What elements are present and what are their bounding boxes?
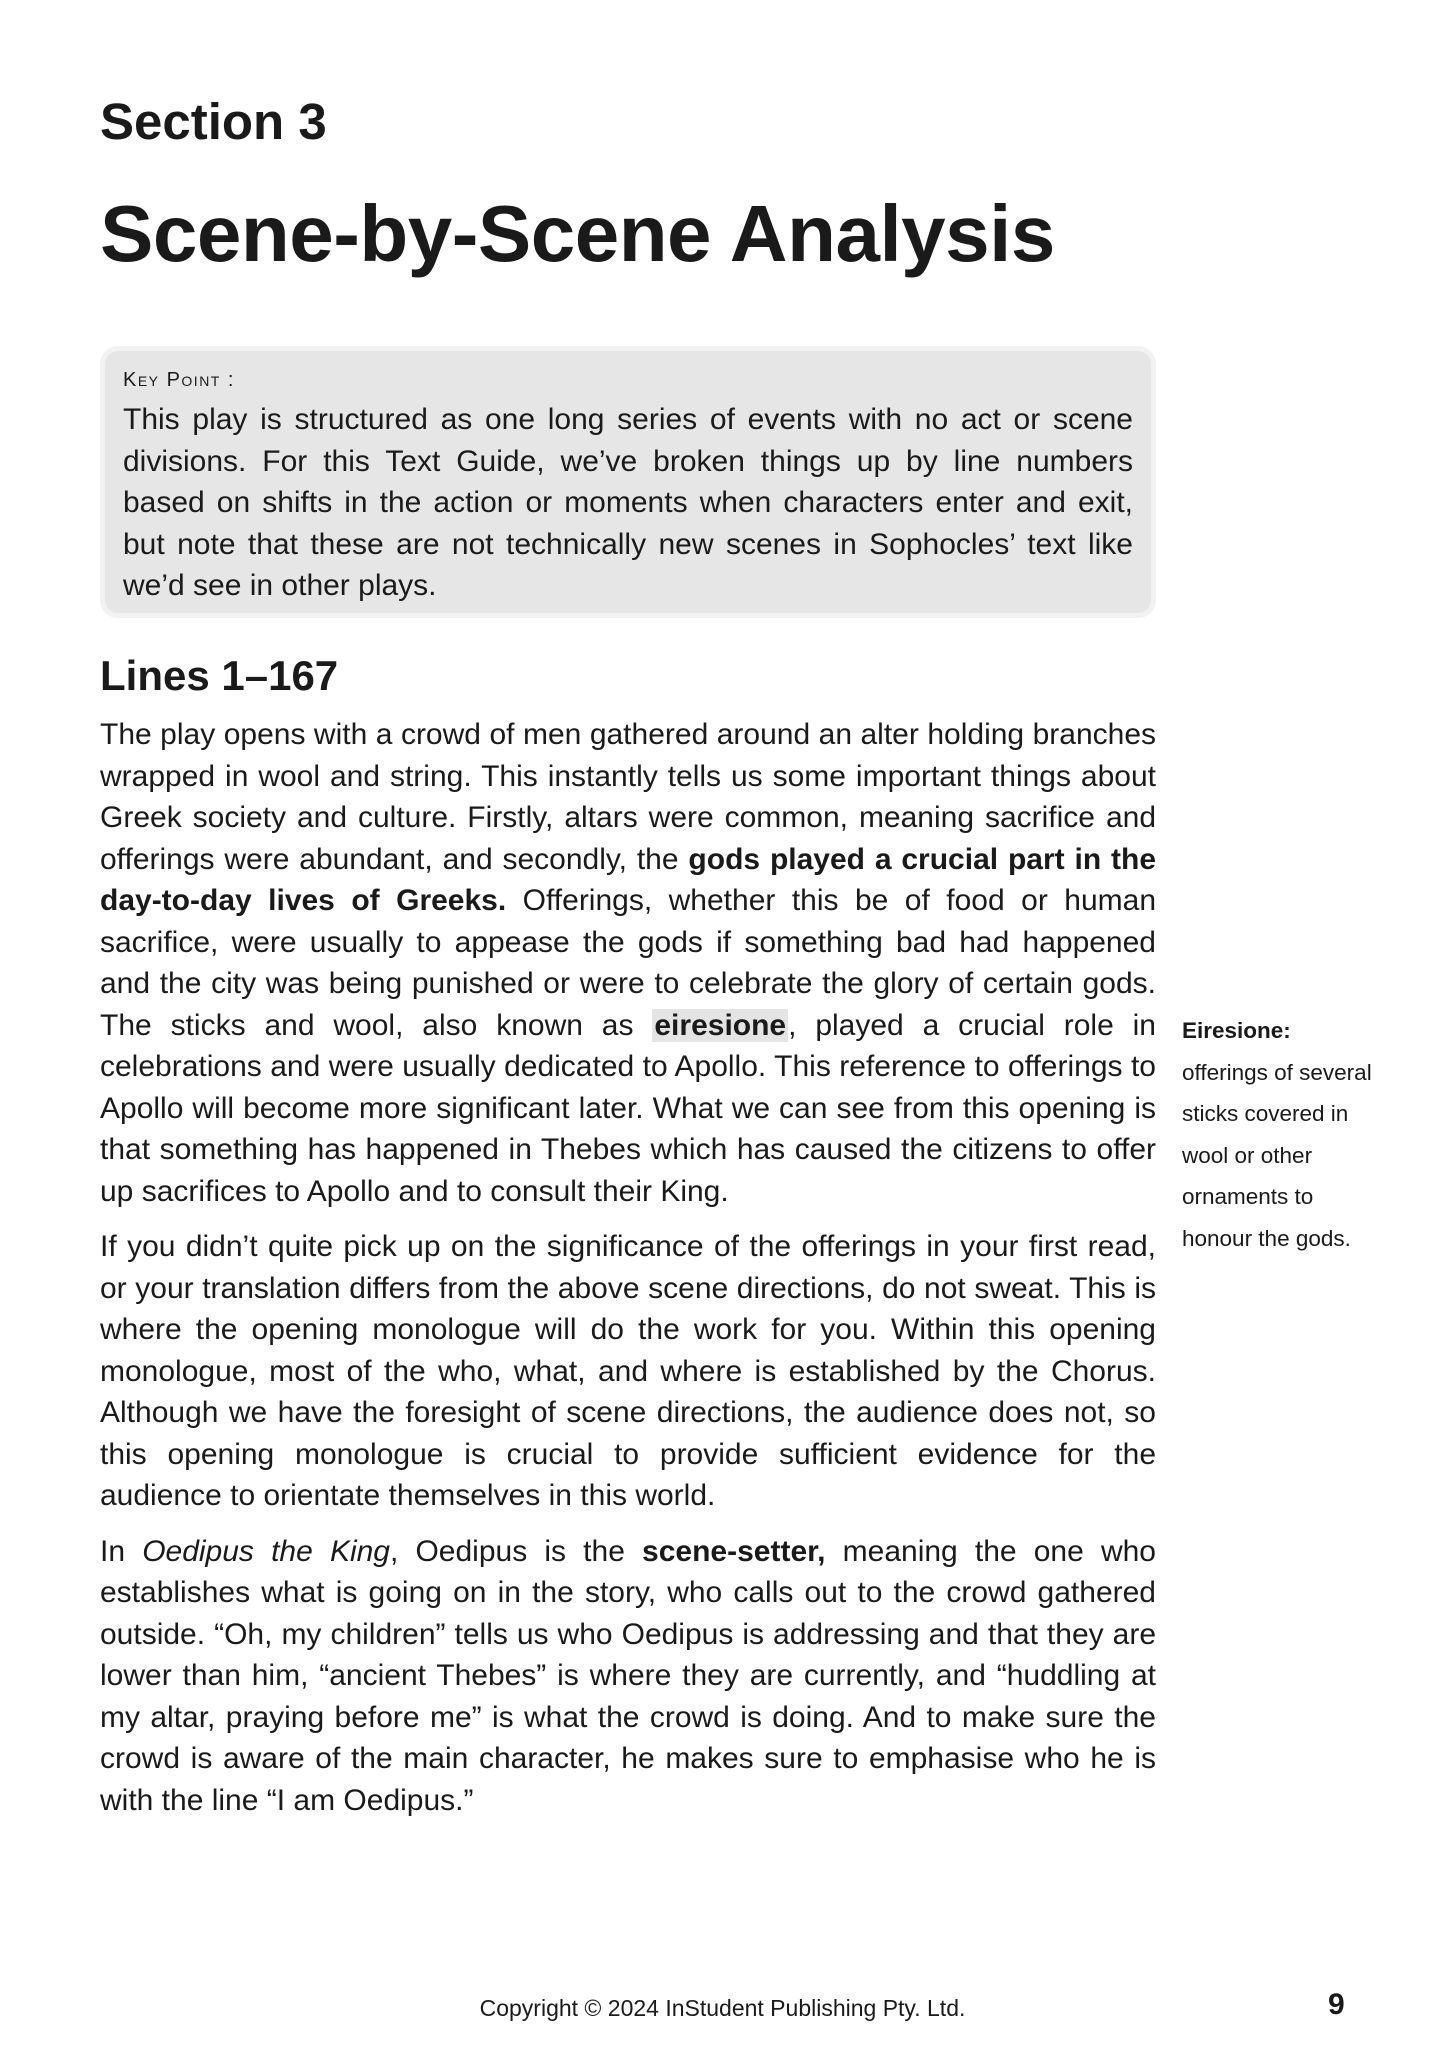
body-text bbox=[100, 714, 1156, 1835]
paragraph-1-emphasis: gods played a crucial part in the day-to-day lives of Greeks. bbox=[100, 842, 1156, 917]
sidenote-term: Eiresione: bbox=[1182, 1018, 1291, 1043]
paragraph-2: If you didn’t quite pick up on the significance of the offerings in your first read, or your translation differs from the above scene directions, do not sweat. This is where the opening monologue will do the work for you. Within this opening monologue, most of the who, what, and where is established by the Chorus. Although we have the foresight of scene directions, the audience does not, so this opening monologue is crucial to provide sufficient evidence for the audience to orientate themselves in this world. bbox=[100, 1230, 1156, 1512]
glossary-sidenote bbox=[1182, 1010, 1377, 1259]
paragraph-3-text-b: , Oedipus is the bbox=[389, 1534, 643, 1568]
section-heading: Lines 1–167 bbox=[100, 652, 339, 699]
sidenote-definition: offerings of several sticks covered in wool or other ornaments to honour the gods. bbox=[1182, 1059, 1372, 1251]
paragraph-1 bbox=[100, 714, 1156, 1212]
glossary-term-highlight: eiresione bbox=[654, 1008, 787, 1042]
paragraph-3 bbox=[100, 1531, 1156, 1822]
key-point-box bbox=[100, 346, 1156, 618]
paragraph-1-text-c: , played a crucial role in celebrations and were usually dedicated to Apollo. This reference to offerings to Apollo will become more significant later. What we can see from this opening is that something has happened in Thebes which has caused the citizens to offer up sacrifices to Apollo and to consult their King. bbox=[100, 1008, 1156, 1208]
section-label: Section 3 bbox=[100, 93, 327, 150]
paragraph-1-text-a: The play opens with a crowd of men gathered around an alter holding branches wrapped in wool and string. This instantly tells us some important things about Greek society and culture. Firstly, altars were common, meaning sacrifice and offerings were abundant, and secondly, the bbox=[100, 718, 1156, 876]
paragraph-3-emphasis: scene-setter, bbox=[642, 1534, 826, 1568]
paragraph-3-text-a: In bbox=[100, 1534, 143, 1568]
paragraph-3-text-c: meaning the one who establishes what is going on in the story, who calls out to the crowd gathered outside. “Oh, my children” tells us who Oedipus is addressing and that they are lower than him, “ancient Thebes” is where they are currently, and “huddling at my altar, praying before me” is what the crowd is doing. And to make sure the crowd is aware of the main character, he makes sure to emphasise who he is with the line “I am Oedipus.” bbox=[100, 1534, 1156, 1817]
copyright-footer: Copyright © 2024 InStudent Publishing Pty. Ltd. bbox=[479, 1995, 966, 2021]
page-title: Scene-by-Scene Analysis bbox=[100, 189, 1055, 278]
key-point-text: This play is structured as one long series of events with no act or scene divisions. For this Text Guide, we’ve broken things up by line numbers based on shifts in the action or moments when characters enter and exit, but note that these are not technically new scenes in Sophocles’ text like we’d see in other plays. bbox=[123, 403, 1133, 602]
page-number: 9 bbox=[1328, 1988, 1345, 2021]
play-title: Oedipus the King bbox=[142, 1534, 390, 1568]
paragraph-1-text-b: Offerings, whether this be of food or human sacrifice, were usually to appease the gods if something bad had happened and the city was being punished or were to celebrate the glory of certain gods. The sticks and wool, also known as bbox=[100, 884, 1157, 1042]
key-point-label: Key Point : bbox=[123, 369, 235, 391]
